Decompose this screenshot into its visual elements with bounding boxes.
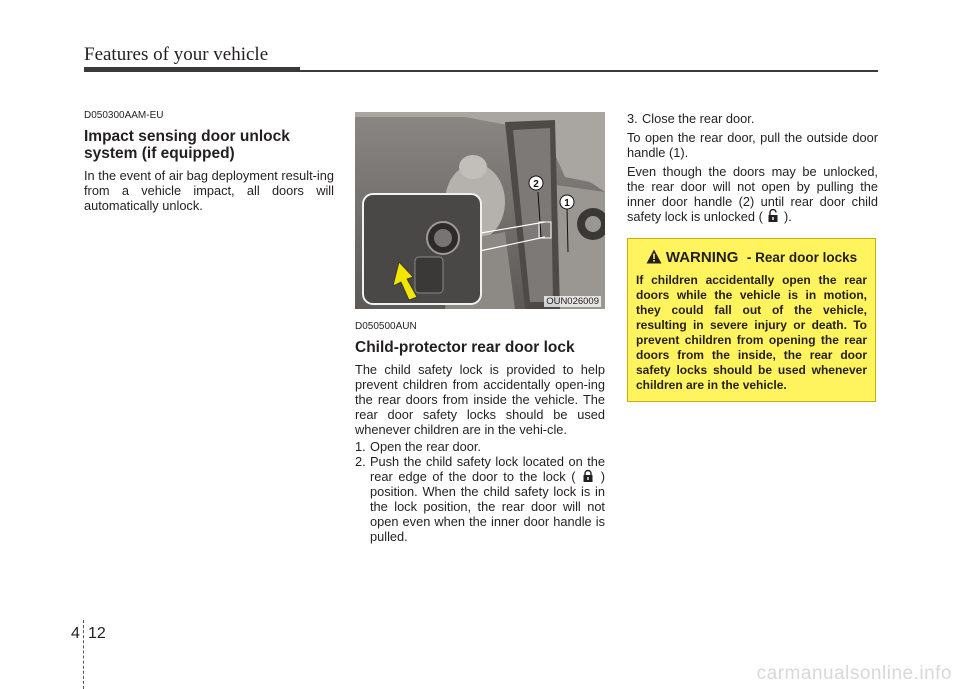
step-number: 3. <box>627 111 638 126</box>
page-divider <box>83 620 84 689</box>
child-lock-figure <box>355 112 605 309</box>
column-left <box>84 110 334 213</box>
column-middle <box>355 112 605 544</box>
callout-2-label: 2 <box>533 179 539 190</box>
warning-title: WARNING <box>665 249 739 266</box>
figure-caption: OUN026009 <box>546 296 599 307</box>
section-code: D050500AUN <box>355 321 417 332</box>
section-body: The child safety lock is provided to help prevent children from accidentally open-ing the rear doors from inside the vehicle. The rear door safety locks should be used whenever children are in the vehi-cle. <box>355 362 605 437</box>
paragraph-part: Even though the doors may be unlocked, the rear door will not open by pulling the inner door handle (2) until rear door child safety lock is unlocked ( <box>627 164 878 224</box>
callout-1-label: 1 <box>564 198 570 209</box>
header-rule-thick <box>84 67 300 72</box>
warning-title-row <box>636 249 867 267</box>
chapter-number: 4 <box>71 625 80 642</box>
header-rule-thin <box>300 70 878 72</box>
section-heading: Child-protector rear door lock <box>355 339 575 356</box>
step-text-part: Push the child safety lock located on the rear edge of the door to the lock ( <box>370 454 605 484</box>
section-heading: Impact sensing door unlock system (if equipped) <box>84 128 290 162</box>
unlock-icon <box>766 209 780 223</box>
car-door-illustration <box>355 112 605 309</box>
section-body: In the event of air bag deployment result-ing from a vehicle impact, all doors will automatically unlock. <box>84 168 334 213</box>
header-title: Features of your vehicle <box>84 44 269 65</box>
site-watermark[interactable]: carmanualsonline.info <box>756 663 952 684</box>
warning-box <box>627 238 876 402</box>
lock-icon <box>581 469 595 483</box>
section-code: D050300AAM-EU <box>84 110 164 121</box>
step-text <box>370 454 605 544</box>
warning-triangle-icon <box>646 249 662 264</box>
paragraph: To open the rear door, pull the outside door handle (1). <box>627 130 878 160</box>
step-number: 2. <box>355 454 366 469</box>
warning-body: If children accidentally open the rear doors while the vehicle is in motion, they could fall out of the vehicle, resulting in severe injury or death. To prevent children from opening the rear doors from the inside, the rear door safety locks should be used whenever children are in the vehicle. <box>636 273 867 392</box>
page-number: 12 <box>88 625 106 642</box>
paragraph-part: ). <box>783 209 792 224</box>
list-item <box>627 111 878 126</box>
step-number: 1. <box>355 439 366 454</box>
step-text-part: ) position. When the child safety lock is in the lock position, the rear door will not open even when the inner door handle is pulled. <box>370 469 605 544</box>
paragraph <box>627 164 878 224</box>
step-text: Close the rear door. <box>642 111 755 126</box>
list-item <box>355 439 605 454</box>
warning-subtitle: - Rear door locks <box>746 250 858 265</box>
step-text: Open the rear door. <box>370 439 481 454</box>
column-right <box>627 111 878 402</box>
list-item <box>355 454 605 544</box>
